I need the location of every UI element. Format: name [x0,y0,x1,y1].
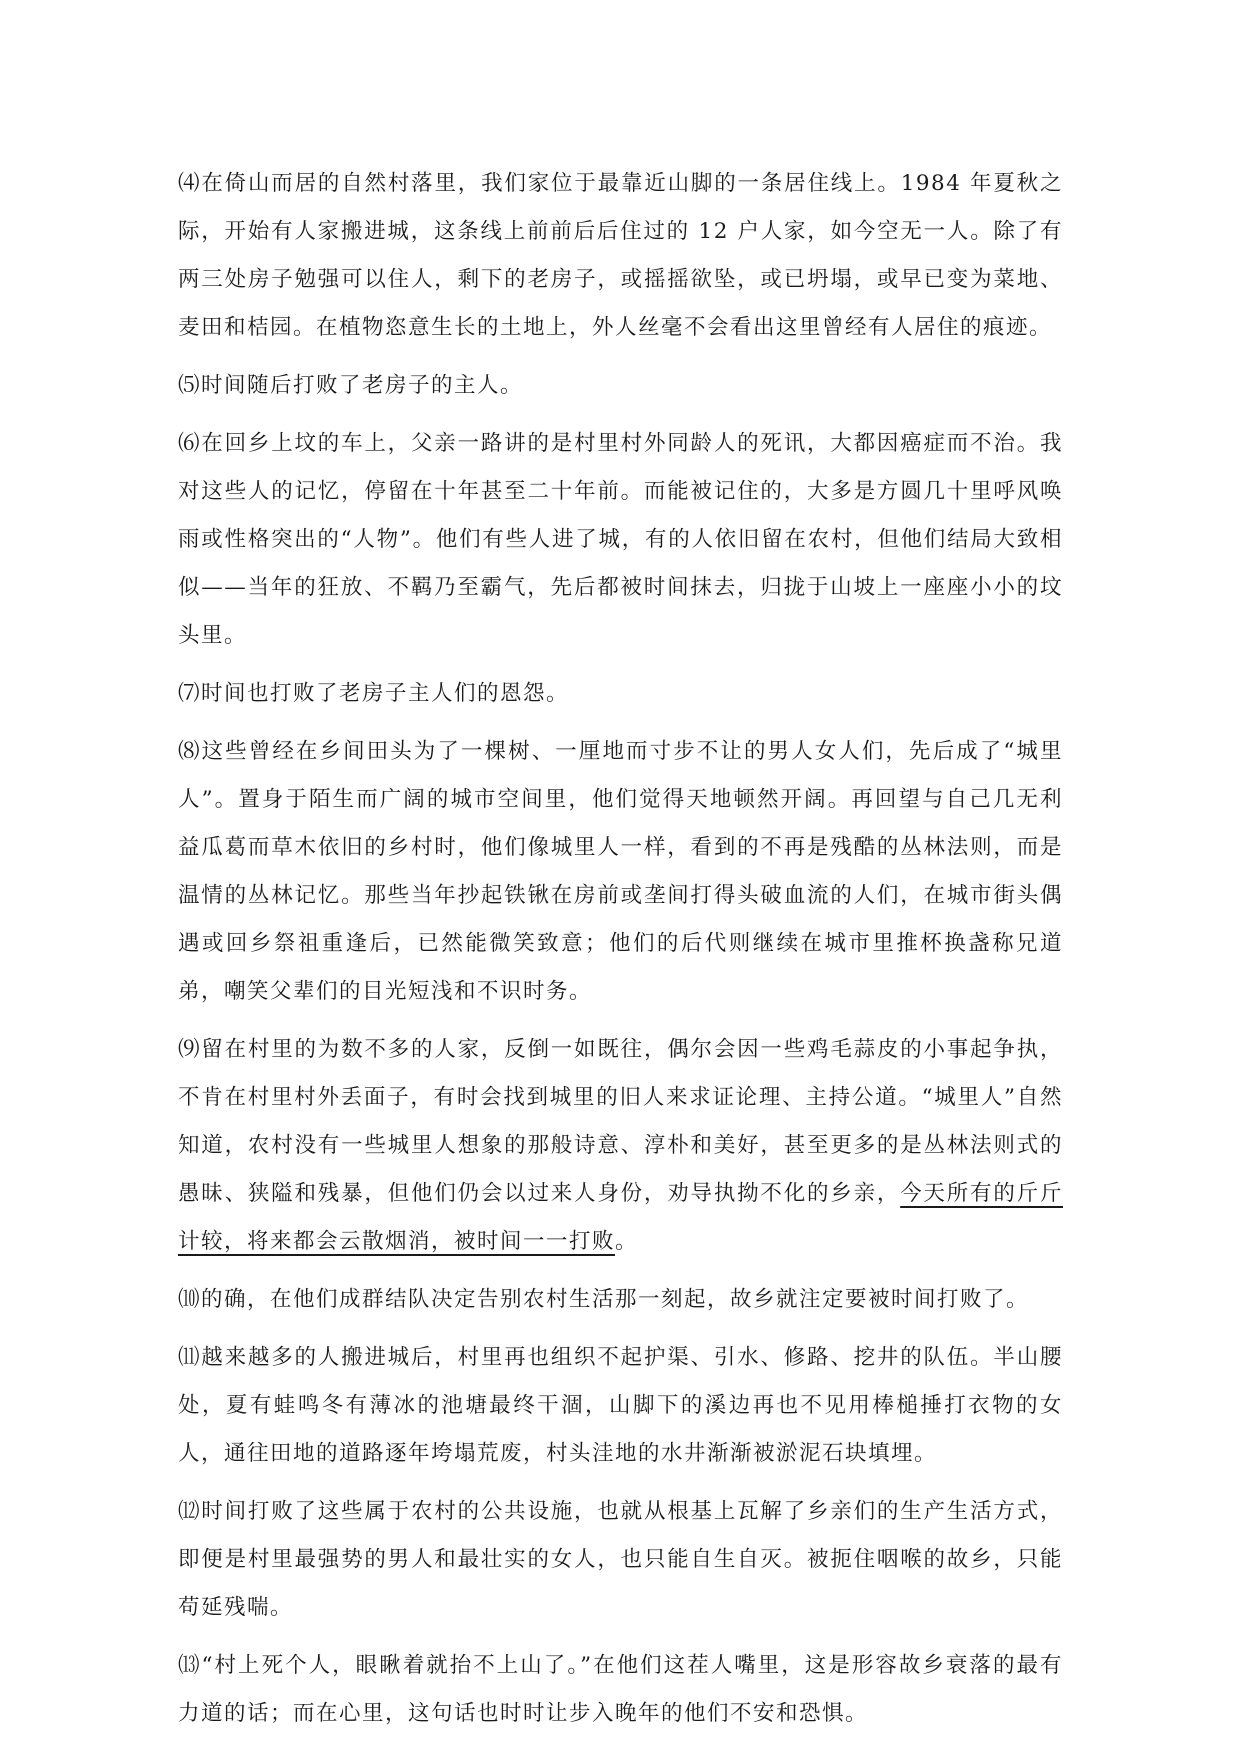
paragraph-6: ⑹在回乡上坟的车上，父亲一路讲的是村里村外同龄人的死讯，大都因癌症而不治。我对这些人的记忆，停留在十年甚至二十年前。而能被记住的，大多是方圆几十里呼风唤雨或性格突出的“人物”。他们有些人进了城，有的人依旧留在农村，但他们结局大致相似——当年的狂放、不羁乃至霸气，先后都被时间抹去，归拢于山坡上一座座小小的坟头里。 [178,431,1063,648]
article-body [178,160,1063,1748]
paragraph-11: ⑾越来越多的人搬进城后，村里再也组织不起护渠、引水、修路、挖井的队伍。半山腰处，夏有蛙鸣冬有薄冰的池塘最终干涸，山脚下的溪边再也不见用棒槌捶打衣物的女人，通往田地的道路逐年垮塌荒废，村头洼地的水井渐渐被淤泥石块填埋。 [178,1345,1063,1466]
paragraph-9-end: 。 [615,1229,639,1254]
paragraph-7: ⑺时间也打败了老房子主人们的恩怨。 [178,681,570,706]
paragraph-10: ⑽的确，在他们成群结队决定告别农村生活那一刻起，故乡就注定要被时间打败了。 [178,1287,1030,1312]
paragraph-13: ⒀“村上死个人，眼瞅着就抬不上山了。”在他们这茬人嘴里，这是形容故乡衰落的最有力道的话；而在心里，这句话也时时让步入晚年的他们不安和恐惧。 [178,1653,1063,1726]
paragraph-9 [178,1026,1063,1266]
paragraph-12: ⑿时间打败了这些属于农村的公共设施，也就从根基上瓦解了乡亲们的生产生活方式，即便是村里最强势的男人和最壮实的女人，也只能自生自灭。被扼住咽喉的故乡，只能苟延残喘。 [178,1499,1063,1620]
underlined-sentence: 今天所有的斤斤计较，将来都会云散烟消，被时间一一打败 [178,1181,1063,1254]
paragraph-5: ⑸时间随后打败了老房子的主人。 [178,373,524,398]
paragraph-9-text: ⑼留在村里的为数不多的人家，反倒一如既往，偶尔会因一些鸡毛蒜皮的小事起争执，不肯在村里村外丢面子，有时会找到城里的旧人来求证论理、主持公道。“城里人”自然知道，农村没有一些城里人想象的那般诗意、淳朴和美好，甚至更多的是丛林法则式的愚昧、狭隘和残暴，但他们仍会以过来人身份，劝导执拗不化的乡亲， [178,1037,1063,1206]
paragraph-4: ⑷在倚山而居的自然村落里，我们家位于最靠近山脚的一条居住线上。1984 年夏秋之际，开始有人家搬进城，这条线上前前后后住过的 12 户人家，如今空无一人。除了有两三处房子勉强可以住人，剩下的老房子，或摇摇欲坠，或已坍塌，或早已变为菜地、麦田和桔园。在植物恣意生长的土地上，外人丝毫不会看出这里曾经有人居住的痕迹。 [178,171,1063,340]
paragraph-8: ⑻这些曾经在乡间田头为了一棵树、一厘地而寸步不让的男人女人们，先后成了“城里人”。置身于陌生而广阔的城市空间里，他们觉得天地顿然开阔。再回望与自己几无利益瓜葛而草木依旧的乡村时，他们像城里人一样，看到的不再是残酷的丛林法则，而是温情的丛林记忆。那些当年抄起铁锹在房前或垄间打得头破血流的人们，在城市街头偶遇或回乡祭祖重逢后，已然能微笑致意；他们的后代则继续在城市里推杯换盏称兄道弟，嘲笑父辈们的目光短浅和不识时务。 [178,739,1063,1004]
